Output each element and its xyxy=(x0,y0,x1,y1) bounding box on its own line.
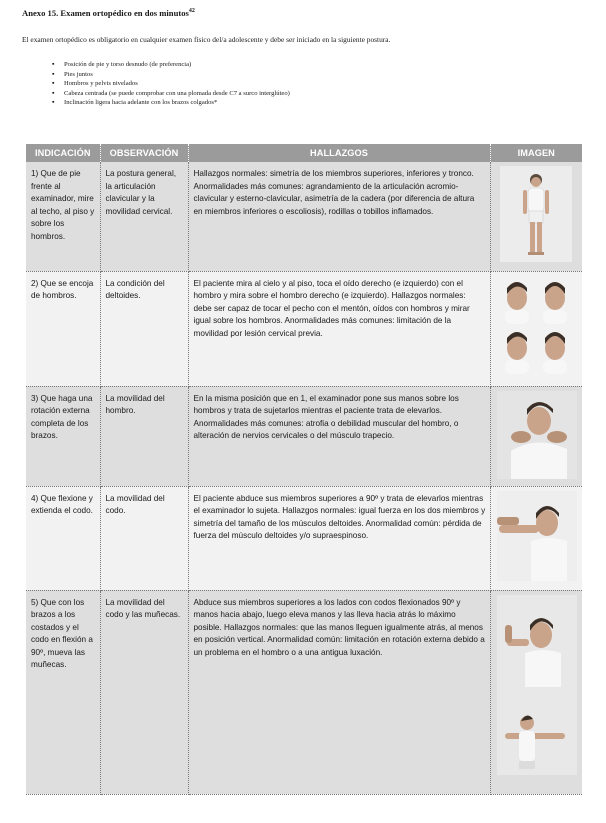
observacion-cell: La movilidad del hombro. xyxy=(100,386,188,486)
table-row xyxy=(26,271,582,386)
observacion-cell: La postura general, la articulación clavicular y la movilidad cervical. xyxy=(100,162,188,271)
image-cell xyxy=(490,386,582,486)
posture-item: ▪ Inclinación ligera hacia adelante con los brazos colgados* xyxy=(52,98,290,108)
table-row xyxy=(26,162,582,271)
hallazgos-cell: Hallazgos normales: simetría de los miembros superiores, inferiores y tronco. Anormalidades más comunes: agrandamiento de la articulación acromio-clavicular y esterno-clavicular, asimetría de la cadera (por diferencia de altura en miembros inferiores o escoliosis), rodillas o tobillos inflamados. xyxy=(188,162,490,271)
neck-movement-photos xyxy=(497,276,577,380)
header-imagen: IMAGEN xyxy=(490,144,582,162)
hallazgos-cell: Abduce sus miembros superiores a los lados con codos flexionados 90º y manos hacia abajo, luego eleva manos y las lleva hacia atrás lo máximo posible. Hallazgos normales: que las manos lleguen igualmente atrás, al menos en posición vertical. Anormalidad común: limitación en rotación externa debido a un problema en el hombro o a una antigua luxación. xyxy=(188,590,490,794)
observacion-cell: La condición del deltoides. xyxy=(100,271,188,386)
header-indicacion: INDICACIÓN xyxy=(26,144,100,162)
posture-item: ▪ Posición de pie y torso desnudo (de preferencia) xyxy=(52,60,290,70)
header-observacion: OBSERVACIÓN xyxy=(100,144,188,162)
shoulder-shrug-photo xyxy=(497,391,577,479)
hallazgos-cell: El paciente mira al cielo y al piso, toca el oído derecho (e izquierdo) con el hombro y mira sobre el hombro derecho (e izquierdo). Hallazgos normales: debe ser capaz de tocar el pecho con el mentón, oídos con hombros y mirar igual sobre los hombros. Anormalidades más comunes: limitación de la movilidad por lesión cervical previa. xyxy=(188,271,490,386)
posture-item: ▪ Cabeza centrada (se puede comprobar con una plomada desde C7 a surco interglúteo) xyxy=(52,89,290,99)
hallazgos-cell: En la misma posición que en 1, el examinador pone sus manos sobre los hombros y trata de sujetarlos mientras el paciente trata de elevarlos. Anormalidades más comunes: atrofia o debilidad muscular del hombro, o alteración de nervios cervicales o del músculo trapecio. xyxy=(188,386,490,486)
table-row xyxy=(26,590,582,794)
indicacion-cell: 4) Que flexione y extienda el codo. xyxy=(26,486,100,590)
indicacion-cell: 1) Que de pie frente al examinador, mire al techo, al piso y sobre los hombros. xyxy=(26,162,100,271)
table-row xyxy=(26,486,582,590)
title-reference: 42 xyxy=(188,8,195,15)
indicacion-cell: 3) Que haga una rotación externa completa de los brazos. xyxy=(26,386,100,486)
page-title-text: Anexo 15. Examen ortopédico en dos minutos xyxy=(22,8,189,18)
table-row xyxy=(26,386,582,486)
orthopedic-exam-table xyxy=(26,144,582,795)
image-cell xyxy=(490,271,582,386)
observacion-cell: La movilidad del codo. xyxy=(100,486,188,590)
table-header-row xyxy=(26,144,582,162)
image-cell xyxy=(490,162,582,271)
indicacion-cell: 5) Que con los brazos a los costados y el codo en flexión a 90º, mueva las muñecas. xyxy=(26,590,100,794)
standing-boy-photo xyxy=(500,166,572,262)
indicacion-cell: 2) Que se encoja de hombros. xyxy=(26,271,100,386)
image-cell xyxy=(490,590,582,794)
posture-item: ▪ Pies juntos xyxy=(52,70,290,80)
page-title xyxy=(22,8,195,18)
hallazgos-cell: El paciente abduce sus miembros superiores a 90º y trata de elevarlos mientras el examinador lo sujeta. Hallazgos normales: igual fuerza en los dos miembros y simetría del tamaño de los músculos deltoides. Anormalidad común: pérdida de fuerza del músculo deltoides y/o supraespinoso. xyxy=(188,486,490,590)
intro-paragraph: El examen ortopédico es obligatorio en cualquier examen físico del/a adolescente y debe ser iniciado en la siguiente postura. xyxy=(22,35,391,44)
image-cell xyxy=(490,486,582,590)
arm-abduction-photo xyxy=(497,491,577,581)
observacion-cell: La movilidad del codo y las muñecas. xyxy=(100,590,188,794)
external-rotation-photos xyxy=(497,595,577,775)
posture-list xyxy=(52,60,290,108)
header-hallazgos: HALLAZGOS xyxy=(188,144,490,162)
posture-item: ▪ Hombros y pelvis nivelados xyxy=(52,79,290,89)
